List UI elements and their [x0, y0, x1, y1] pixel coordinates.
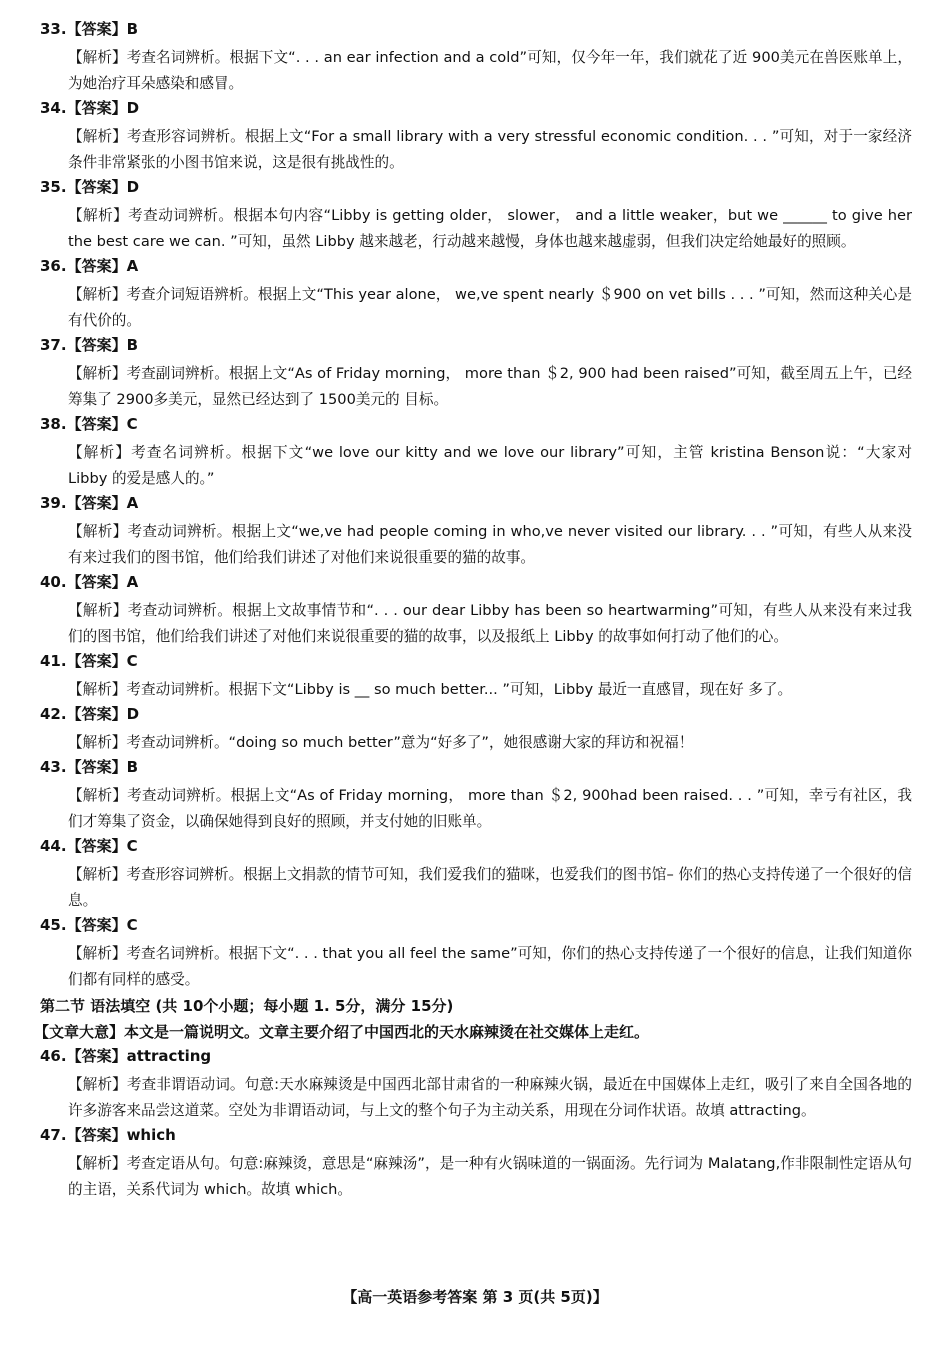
answer-line: 46.【答案】attracting — [40, 1047, 212, 1065]
question-34 — [40, 97, 912, 176]
explanation: 【解析】考查动词辨析。根据下文“Libby is __ so much better... ”可知，Libby 最近一直感冒，现在好 多了。 — [68, 681, 793, 698]
answer-list — [34, 18, 912, 1203]
question-46 — [40, 1045, 912, 1124]
explanation: 【解析】考查动词辨析。根据上文故事情节和“. . . our dear Libby has been so heartwarming”可知，有些人从来没有来过我们的图书馆，他们给我们讲述了对他们来说很重要的猫的故事，以及报纸上 Libby 的故事如何打动了他们的心。 — [68, 602, 912, 645]
answer-line: 41.【答案】C — [40, 652, 138, 670]
explanation: 【解析】考查非谓语动词。句意:天水麻辣烫是中国西北部甘肃省的一种麻辣火锅，最近在中国媒体上走红，吸引了来自全国各地的许多游客来品尝这道菜。空处为非谓语动词，与上文的整个句子为主动关系，用现在分词作状语。故填 attracting。 — [68, 1076, 912, 1119]
question-41 — [40, 650, 912, 703]
answer-line: 37.【答案】B — [40, 336, 139, 354]
explanation: 【解析】考查名词辨析。根据下文“. . . an ear infection and a cold”可知，仅今年一年，我们就花了近 900美元在兽医账单上，为她治疗耳朵感染和感冒。 — [68, 49, 912, 92]
question-39 — [40, 492, 912, 571]
answer-line: 33.【答案】B — [40, 20, 139, 38]
article-summary: 【文章大意】本文是一篇说明文。文章主要介绍了中国西北的天水麻辣烫在社交媒体上走红。 — [34, 1023, 650, 1041]
question-42 — [40, 703, 912, 756]
answer-line: 34.【答案】D — [40, 99, 140, 117]
answer-line: 40.【答案】A — [40, 573, 139, 591]
answer-line: 45.【答案】C — [40, 916, 138, 934]
explanation: 【解析】考查动词辨析。根据本句内容“Libby is getting older， slower， and a little weaker，but we ______ to give her the best care we can. ”可知，虽然 Libby 越来越老，行动越来越慢，身体也越来越虚弱，但我们决定给她最好的照顾。 — [68, 207, 912, 250]
question-44 — [40, 835, 912, 914]
question-35 — [40, 176, 912, 255]
answer-line: 36.【答案】A — [40, 257, 139, 275]
question-38 — [40, 413, 912, 492]
question-37 — [40, 334, 912, 413]
answer-line: 39.【答案】A — [40, 494, 139, 512]
explanation: 【解析】考查介词短语辨析。根据上文“This year alone， we,ve spent nearly ＄900 on vet bills . . . ”可知，然而这种关心是有代价的。 — [68, 286, 912, 329]
question-45 — [40, 914, 912, 993]
answer-line: 38.【答案】C — [40, 415, 138, 433]
answer-line: 44.【答案】C — [40, 837, 138, 855]
explanation: 【解析】考查形容词辨析。根据上文“For a small library with a very stressful economic condition. . . ”可知，对于一家经济条件非常紧张的小图书馆来说，这是很有挑战性的。 — [68, 128, 912, 171]
explanation: 【解析】考查定语从句。句意:麻辣烫，意思是“麻辣汤”，是一种有火锅味道的一锅面汤。先行词为 Malatang,作非限制性定语从句的主语，关系代词为 which。故填 which。 — [68, 1155, 912, 1198]
explanation: 【解析】考查副词辨析。根据上文“As of Friday morning， more than ＄2, 900 had been raised”可知，截至周五上午，已经筹集了 2900多美元，显然已经达到了 1500美元的 目标。 — [68, 365, 912, 408]
explanation: 【解析】考查动词辨析。根据上文“As of Friday morning， more than ＄2, 900had been raised. . . ”可知，幸亏有社区，我们才筹集了资金，以确保她得到良好的照顾，并支付她的旧账单。 — [68, 787, 912, 830]
question-47 — [40, 1124, 912, 1203]
answer-line: 47.【答案】which — [40, 1126, 176, 1144]
question-33 — [40, 18, 912, 97]
answer-line: 35.【答案】D — [40, 178, 140, 196]
question-36 — [40, 255, 912, 334]
section-heading: 第二节 语法填空 (共 10个小题；每小题 1. 5分，满分 15分) — [40, 997, 454, 1015]
answer-line: 43.【答案】B — [40, 758, 139, 776]
explanation: 【解析】考查形容词辨析。根据上文捐款的情节可知，我们爱我们的猫咪，也爱我们的图书馆– 你们的热心支持传递了一个很好的信息。 — [68, 866, 912, 909]
answer-line: 42.【答案】D — [40, 705, 140, 723]
explanation: 【解析】考查名词辨析。根据下文“we love our kitty and we love our library”可知，主管 kristina Benson说：“大家对 Libby 的爱是感人的。” — [68, 444, 912, 487]
question-40 — [40, 571, 912, 650]
explanation: 【解析】考查名词辨析。根据下文“. . . that you all feel the same”可知，你们的热心支持传递了一个很好的信息，让我们知道你们都有同样的感受。 — [68, 945, 912, 988]
explanation: 【解析】考查动词辨析。“doing so much better”意为“好多了”，她很感谢大家的拜访和祝福！ — [68, 734, 694, 751]
page-footer: 【高一英语参考答案 第 3 页(共 5页)】 — [342, 1288, 608, 1306]
question-43 — [40, 756, 912, 835]
explanation: 【解析】考查动词辨析。根据上文“we,ve had people coming in who,ve never visited our library. . . ”可知，有些人从来没有来过我们的图书馆，他们给我们讲述了对他们来说很重要的猫的故事。 — [68, 523, 912, 566]
